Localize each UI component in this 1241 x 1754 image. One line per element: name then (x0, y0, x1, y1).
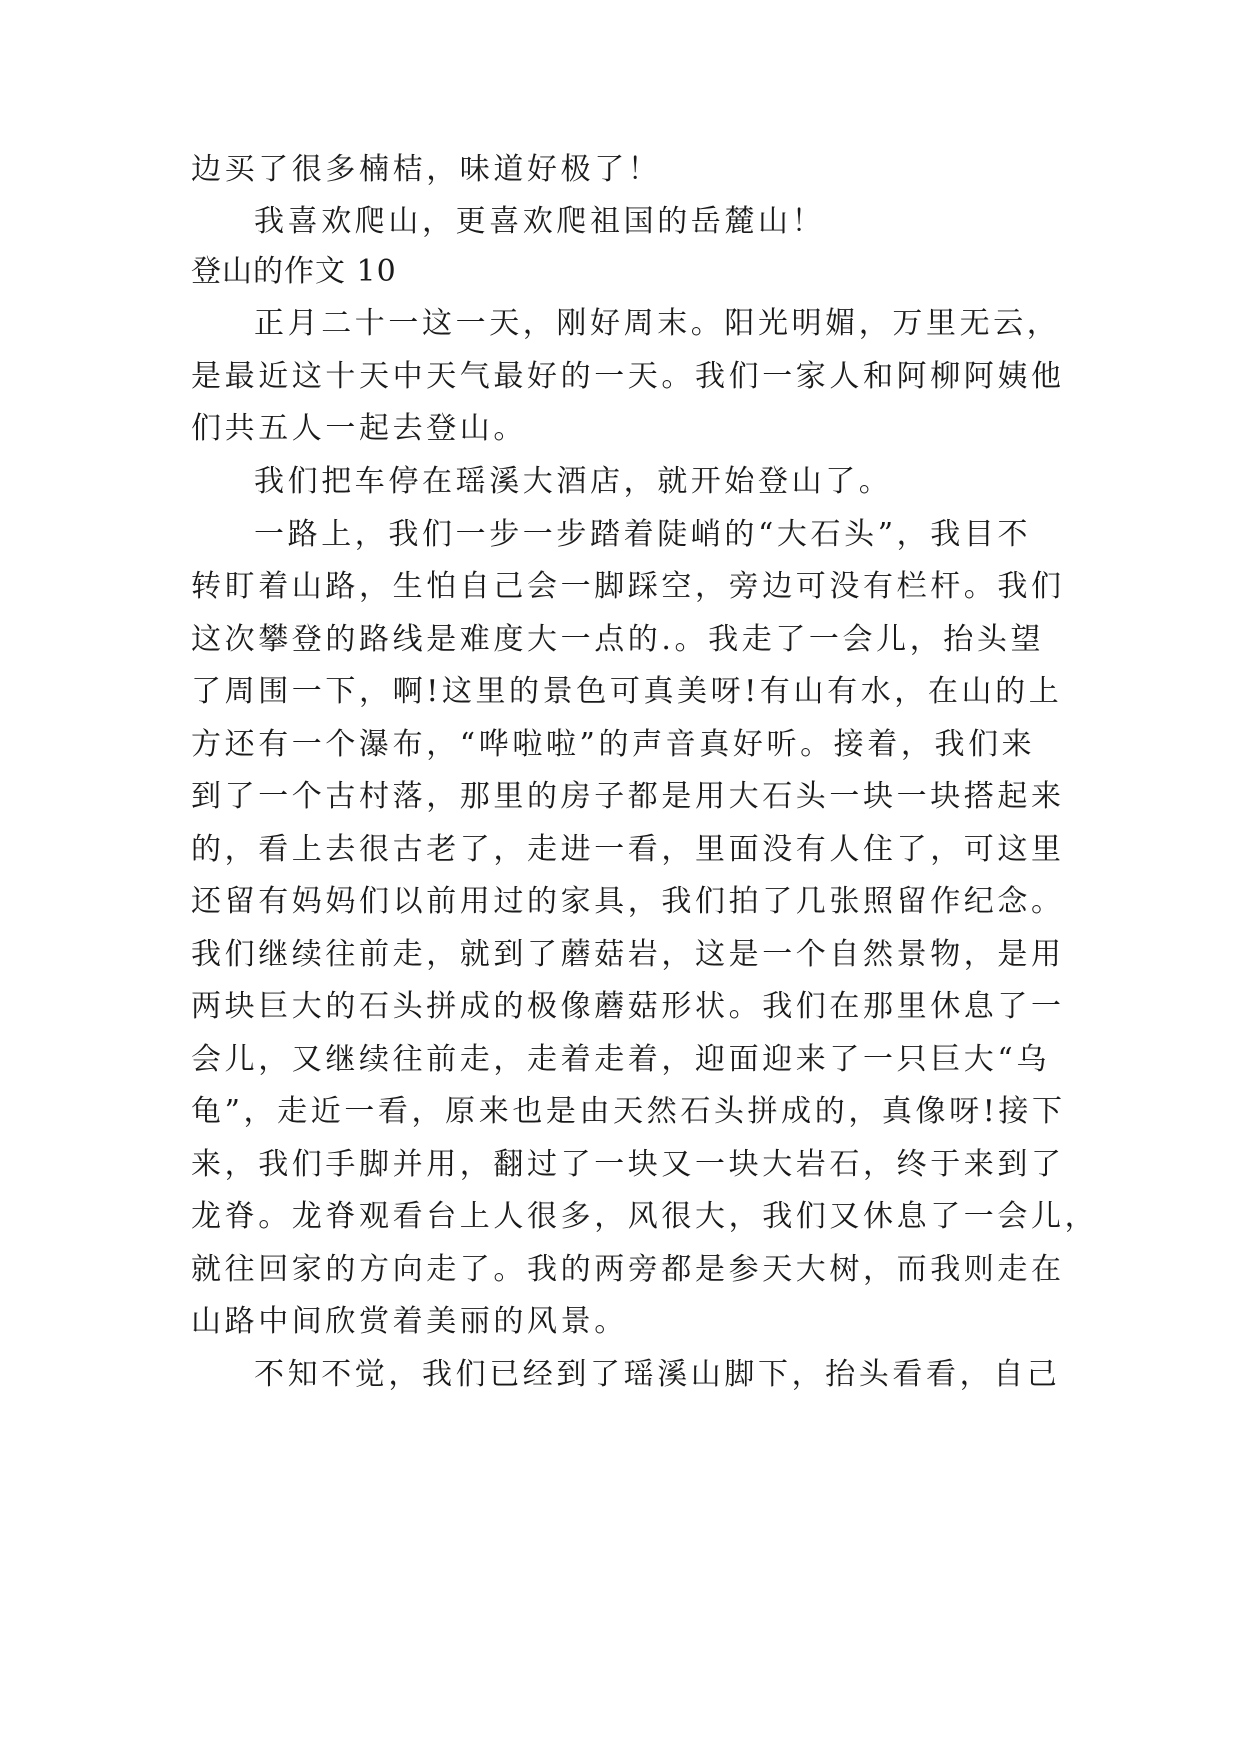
text-line: 的，看上去很古老了，走进一看，里面没有人住了，可这里 (191, 832, 1065, 867)
text-line: 一路上，我们一步一步踏着陡峭的“大石头”，我目不 (254, 517, 1032, 552)
text-line: 我喜欢爬山，更喜欢爬祖国的岳麓山！ (254, 204, 826, 239)
text-line: 还留有妈妈们以前用过的家具，我们拍了几张照留作纪念。 (191, 884, 1065, 919)
text-line: 这次攀登的路线是难度大一点的.。我走了一会儿，抬头望 (191, 622, 1045, 657)
text-line: 转盯着山路，生怕自己会一脚踩空，旁边可没有栏杆。我们 (191, 569, 1065, 604)
text-line: 正月二十一这一天，刚好周末。阳光明媚，万里无云， (254, 306, 1061, 341)
text-line: 两块巨大的石头拼成的极像蘑菇形状。我们在那里休息了一 (191, 989, 1065, 1024)
text-line: 来，我们手脚并用，翻过了一块又一块大岩石，终于来到了 (191, 1147, 1065, 1182)
text-line: 们共五人一起去登山。 (191, 411, 527, 446)
text-line: 就往回家的方向走了。我的两旁都是参天大树，而我则走在 (191, 1252, 1065, 1287)
text-line: 山路中间欣赏着美丽的风景。 (191, 1304, 628, 1339)
text-line: 了周围一下，啊!这里的景色可真美呀!有山有水，在山的上 (191, 674, 1063, 709)
text-line: 我们继续往前走，就到了蘑菇岩，这是一个自然景物，是用 (191, 937, 1065, 972)
text-line: 龙脊。龙脊观看台上人很多，风很大，我们又休息了一会儿， (191, 1199, 1099, 1234)
text-line: 方还有一个瀑布，“哗啦啦”的声音真好听。接着，我们来 (191, 727, 1036, 762)
text-line: 龟”，走近一看，原来也是由天然石头拼成的，真像呀!接下 (191, 1094, 1066, 1129)
text-line: 是最近这十天中天气最好的一天。我们一家人和阿柳阿姨他 (191, 359, 1065, 394)
text-line: 到了一个古村落，那里的房子都是用大石头一块一块搭起来 (191, 779, 1065, 814)
text-line: 边买了很多楠桔，味道好极了！ (191, 152, 662, 187)
text-line: 不知不觉，我们已经到了瑶溪山脚下，抬头看看，自己 (254, 1357, 1061, 1392)
essay-heading: 登山的作文 10 (191, 254, 397, 289)
text-line: 我们把车停在瑶溪大酒店，就开始登山了。 (254, 464, 893, 499)
text-line: 会儿，又继续往前走，走着走着，迎面迎来了一只巨大“乌 (191, 1042, 1050, 1077)
